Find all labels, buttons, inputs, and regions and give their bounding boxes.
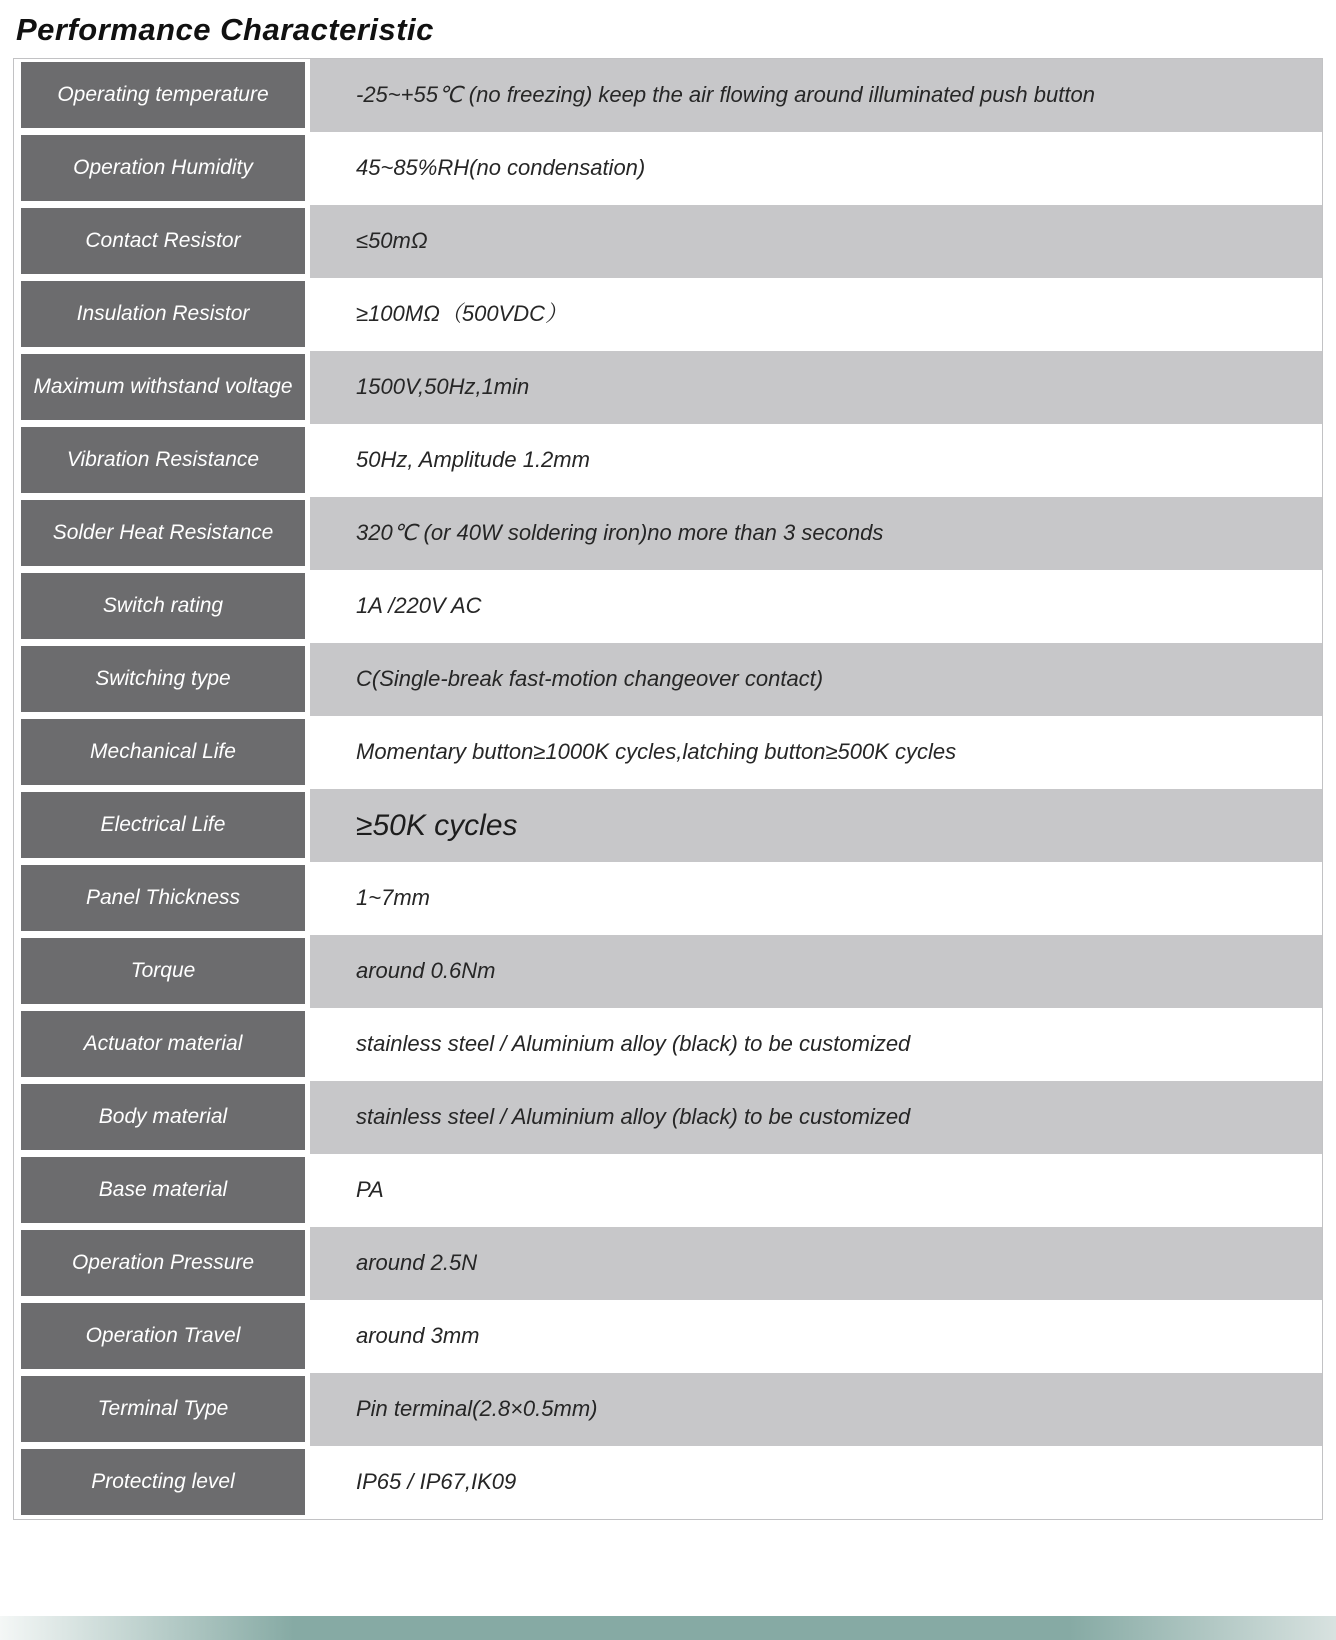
row-value: C(Single-break fast-motion changeover contact) (310, 643, 1322, 716)
row-value: around 0.6Nm (310, 935, 1322, 1008)
table-row (14, 205, 1322, 278)
row-label: Solder Heat Resistance (21, 500, 305, 566)
row-label-wrap (14, 1446, 310, 1519)
row-value: 1A /220V AC (310, 570, 1322, 643)
row-label: Maximum withstand voltage (21, 354, 305, 420)
row-value: stainless steel / Aluminium alloy (black) to be customized (310, 1008, 1322, 1081)
row-label: Switching type (21, 646, 305, 712)
row-label-wrap (14, 1227, 310, 1300)
row-label: Protecting level (21, 1449, 305, 1515)
row-label-wrap (14, 1154, 310, 1227)
table-row (14, 1373, 1322, 1446)
row-label: Terminal Type (21, 1376, 305, 1442)
table-row (14, 1081, 1322, 1154)
row-label-wrap (14, 351, 310, 424)
row-value: ≤50mΩ (310, 205, 1322, 278)
table-row (14, 789, 1322, 862)
row-value: Momentary button≥1000K cycles,latching button≥500K cycles (310, 716, 1322, 789)
table-row (14, 1008, 1322, 1081)
row-label-wrap (14, 935, 310, 1008)
table-row (14, 570, 1322, 643)
row-label-wrap (14, 570, 310, 643)
row-label: Operating temperature (21, 62, 305, 128)
row-label-wrap (14, 1081, 310, 1154)
row-label-wrap (14, 789, 310, 862)
row-label: Operation Humidity (21, 135, 305, 201)
row-value: around 3mm (310, 1300, 1322, 1373)
page-title: Performance Characteristic (16, 12, 434, 47)
row-value: stainless steel / Aluminium alloy (black) to be customized (310, 1081, 1322, 1154)
spec-table (13, 58, 1323, 1520)
table-row (14, 643, 1322, 716)
row-value: ≥100MΩ（500VDC） (310, 278, 1322, 351)
row-label: Contact Resistor (21, 208, 305, 274)
row-value: Pin terminal(2.8×0.5mm) (310, 1373, 1322, 1446)
row-label: Vibration Resistance (21, 427, 305, 493)
row-label: Base material (21, 1157, 305, 1223)
row-label-wrap (14, 643, 310, 716)
table-row (14, 497, 1322, 570)
row-label: Operation Travel (21, 1303, 305, 1369)
row-label: Actuator material (21, 1011, 305, 1077)
table-row (14, 351, 1322, 424)
row-label: Insulation Resistor (21, 281, 305, 347)
table-row (14, 424, 1322, 497)
row-label: Electrical Life (21, 792, 305, 858)
row-label-wrap (14, 862, 310, 935)
table-row (14, 1227, 1322, 1300)
row-label-wrap (14, 278, 310, 351)
row-value: around 2.5N (310, 1227, 1322, 1300)
row-label-wrap (14, 1008, 310, 1081)
row-label: Operation Pressure (21, 1230, 305, 1296)
row-value: 45~85%RH(no condensation) (310, 132, 1322, 205)
row-label-wrap (14, 1300, 310, 1373)
table-row (14, 935, 1322, 1008)
row-value: 50Hz, Amplitude 1.2mm (310, 424, 1322, 497)
table-row (14, 1154, 1322, 1227)
row-value: IP65 / IP67,IK09 (310, 1446, 1322, 1519)
row-label-wrap (14, 132, 310, 205)
table-row (14, 278, 1322, 351)
row-label-wrap (14, 716, 310, 789)
row-label-wrap (14, 497, 310, 570)
table-row (14, 59, 1322, 132)
row-label: Mechanical Life (21, 719, 305, 785)
row-value: ≥50K cycles (310, 789, 1322, 862)
table-row (14, 862, 1322, 935)
table-row (14, 1446, 1322, 1519)
table-row (14, 716, 1322, 789)
footer-accent-bar (0, 1616, 1336, 1640)
row-value: -25~+55℃ (no freezing) keep the air flowing around illuminated push button (310, 59, 1322, 132)
row-label: Panel Thickness (21, 865, 305, 931)
row-value: 1~7mm (310, 862, 1322, 935)
row-label-wrap (14, 205, 310, 278)
row-value: 320℃ (or 40W soldering iron)no more than 3 seconds (310, 497, 1322, 570)
row-label: Switch rating (21, 573, 305, 639)
table-row (14, 1300, 1322, 1373)
row-value: PA (310, 1154, 1322, 1227)
table-row (14, 132, 1322, 205)
row-label: Body material (21, 1084, 305, 1150)
row-value: 1500V,50Hz,1min (310, 351, 1322, 424)
row-label-wrap (14, 59, 310, 132)
row-label-wrap (14, 1373, 310, 1446)
row-label: Torque (21, 938, 305, 1004)
row-label-wrap (14, 424, 310, 497)
